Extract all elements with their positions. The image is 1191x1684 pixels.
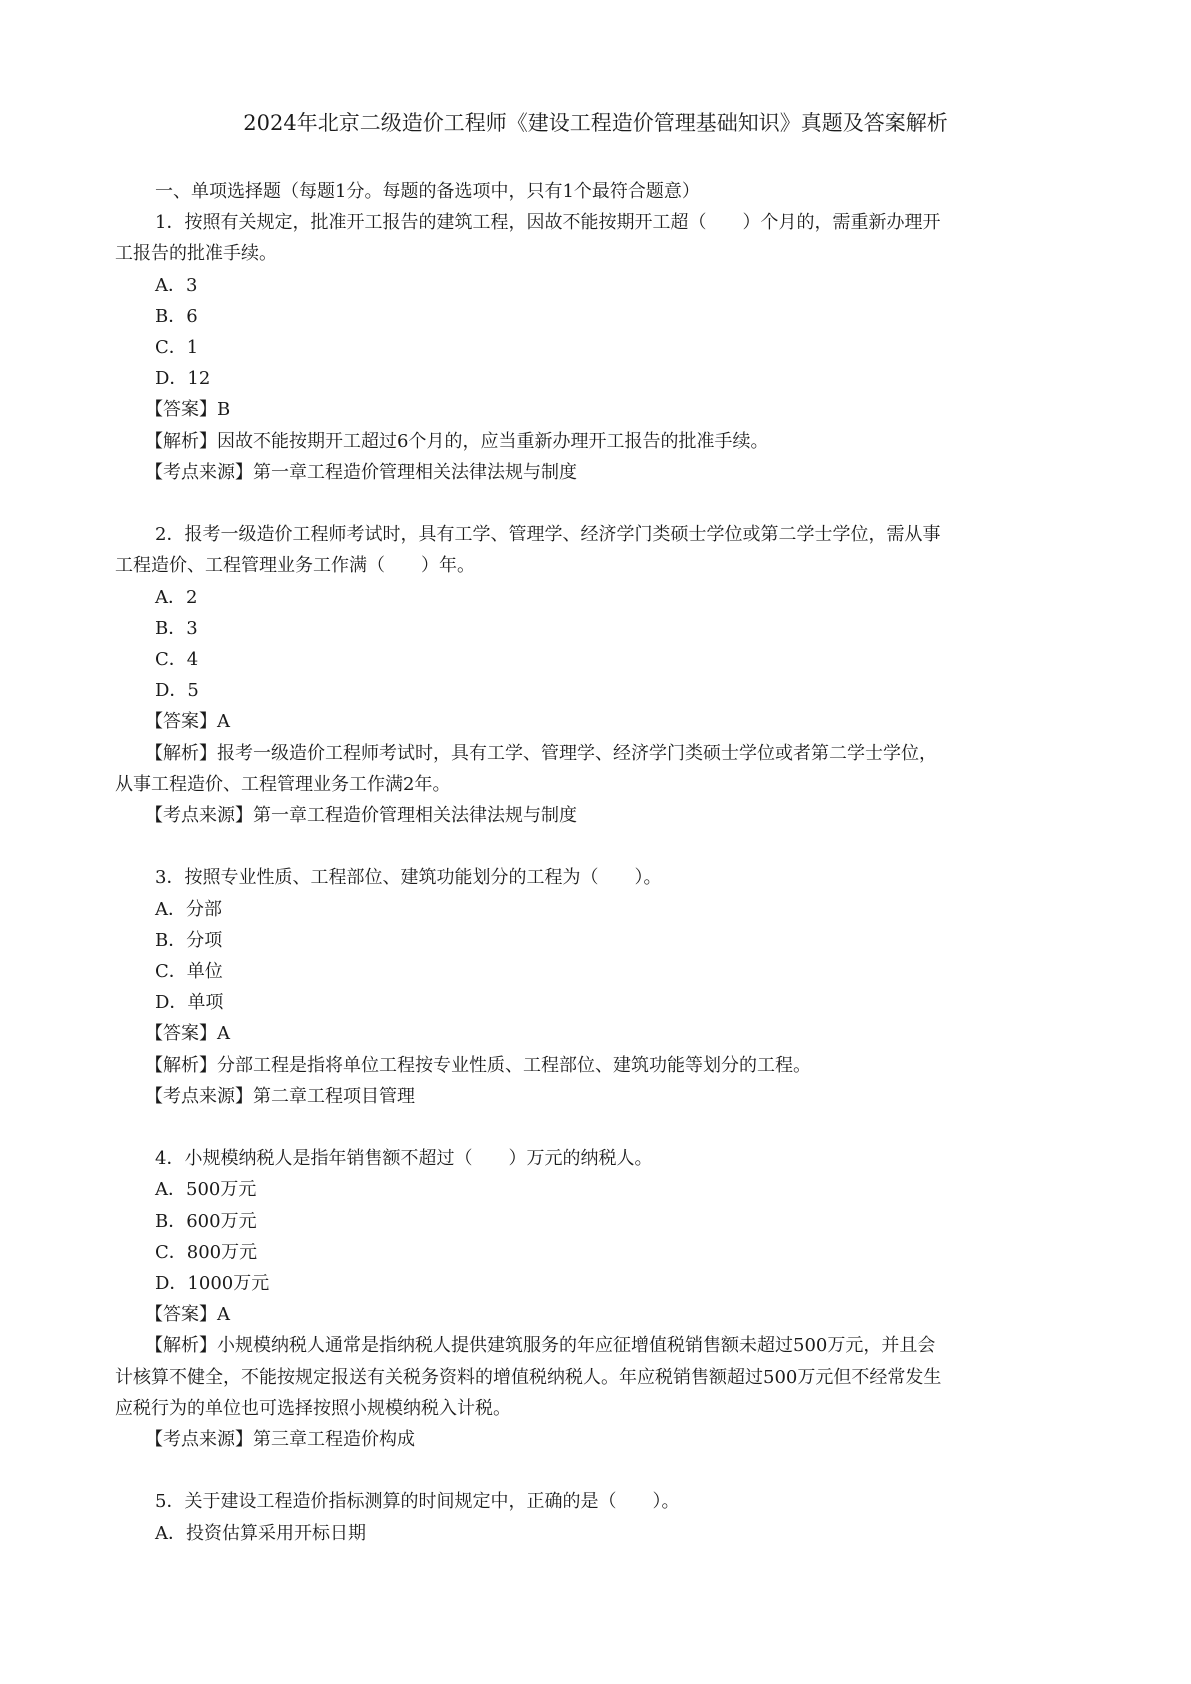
answer: 【答案】A: [145, 711, 230, 733]
option-a: A．投资估算采用开标日期: [155, 1522, 366, 1544]
option-b: B．3: [155, 617, 198, 639]
question-stem: 工程造价、工程管理业务工作满（ ）年。: [115, 555, 475, 577]
question-5: [115, 1486, 1079, 1548]
question-3: [115, 862, 1079, 1112]
question-stem: 4．小规模纳税人是指年销售额不超过（ ）万元的纳税人。: [155, 1148, 653, 1170]
analysis: 【解析】因故不能按期开工超过6个月的，应当重新办理开工报告的批准手续。: [145, 430, 769, 452]
question-stem: 1．按照有关规定，批准开工报告的建筑工程，因故不能按期开工超（ ）个月的，需重新办理开: [155, 212, 941, 234]
question-2: [115, 519, 1079, 831]
analysis: 计核算不健全，不能按规定报送有关税务资料的增值税纳税人。年应税销售额超过500万元但不经常发生: [115, 1366, 942, 1388]
option-d: D．单项: [155, 992, 224, 1014]
question-stem: 5．关于建设工程造价指标测算的时间规定中，正确的是（ ）。: [155, 1491, 680, 1513]
option-b: B．600万元: [155, 1210, 257, 1232]
section-heading: 一、单项选择题（每题1分。每题的备选项中，只有1个最符合题意）: [155, 181, 700, 202]
answer: 【答案】A: [145, 1023, 230, 1045]
document-body: [115, 176, 1079, 1549]
spacer: [115, 1455, 1079, 1486]
question-1: [115, 207, 1079, 488]
option-b: B．分项: [155, 929, 223, 951]
option-a: A．3: [155, 274, 198, 296]
option-d: D．12: [155, 368, 211, 390]
option-c: C．1: [155, 337, 199, 359]
question-stem: 工报告的批准手续。: [115, 243, 277, 265]
analysis: 【解析】分部工程是指将单位工程按专业性质、工程部位、建筑功能等划分的工程。: [145, 1054, 811, 1076]
option-d: D．1000万元: [155, 1273, 270, 1295]
option-c: C．800万元: [155, 1241, 258, 1263]
analysis: 应税行为的单位也可选择按照小规模纳税入计税。: [115, 1397, 511, 1419]
option-a: A．分部: [155, 898, 222, 920]
analysis: 从事工程造价、工程管理业务工作满2年。: [115, 773, 451, 795]
spacer: [115, 488, 1079, 519]
question-4: [115, 1143, 1079, 1455]
spacer: [115, 831, 1079, 862]
answer: 【答案】A: [145, 1304, 230, 1326]
source: 【考点来源】第一章工程造价管理相关法律法规与制度: [145, 461, 577, 483]
option-b: B．6: [155, 305, 198, 327]
question-stem: 3．按照专业性质、工程部位、建筑功能划分的工程为（ ）。: [155, 867, 662, 889]
analysis: 【解析】小规模纳税人通常是指纳税人提供建筑服务的年应征增值税销售额未超过500万元，并且会: [145, 1335, 936, 1357]
source: 【考点来源】第三章工程造价构成: [145, 1429, 415, 1451]
option-a: A．2: [155, 586, 198, 608]
source: 【考点来源】第二章工程项目管理: [145, 1085, 415, 1107]
source: 【考点来源】第一章工程造价管理相关法律法规与制度: [145, 805, 577, 827]
analysis: 【解析】报考一级造价工程师考试时，具有工学、管理学、经济学门类硕士学位或者第二学士学位，: [145, 742, 937, 764]
question-stem: 2．报考一级造价工程师考试时，具有工学、管理学、经济学门类硕士学位或第二学士学位，需从事: [155, 524, 941, 546]
answer: 【答案】B: [145, 399, 231, 421]
option-d: D．5: [155, 680, 199, 702]
spacer: [115, 1112, 1079, 1143]
document-title: 2024年北京二级造价工程师《建设工程造价管理基础知识》真题及答案解析: [243, 111, 948, 135]
option-c: C．单位: [155, 961, 223, 983]
option-c: C．4: [155, 649, 199, 671]
option-a: A．500万元: [155, 1179, 257, 1201]
